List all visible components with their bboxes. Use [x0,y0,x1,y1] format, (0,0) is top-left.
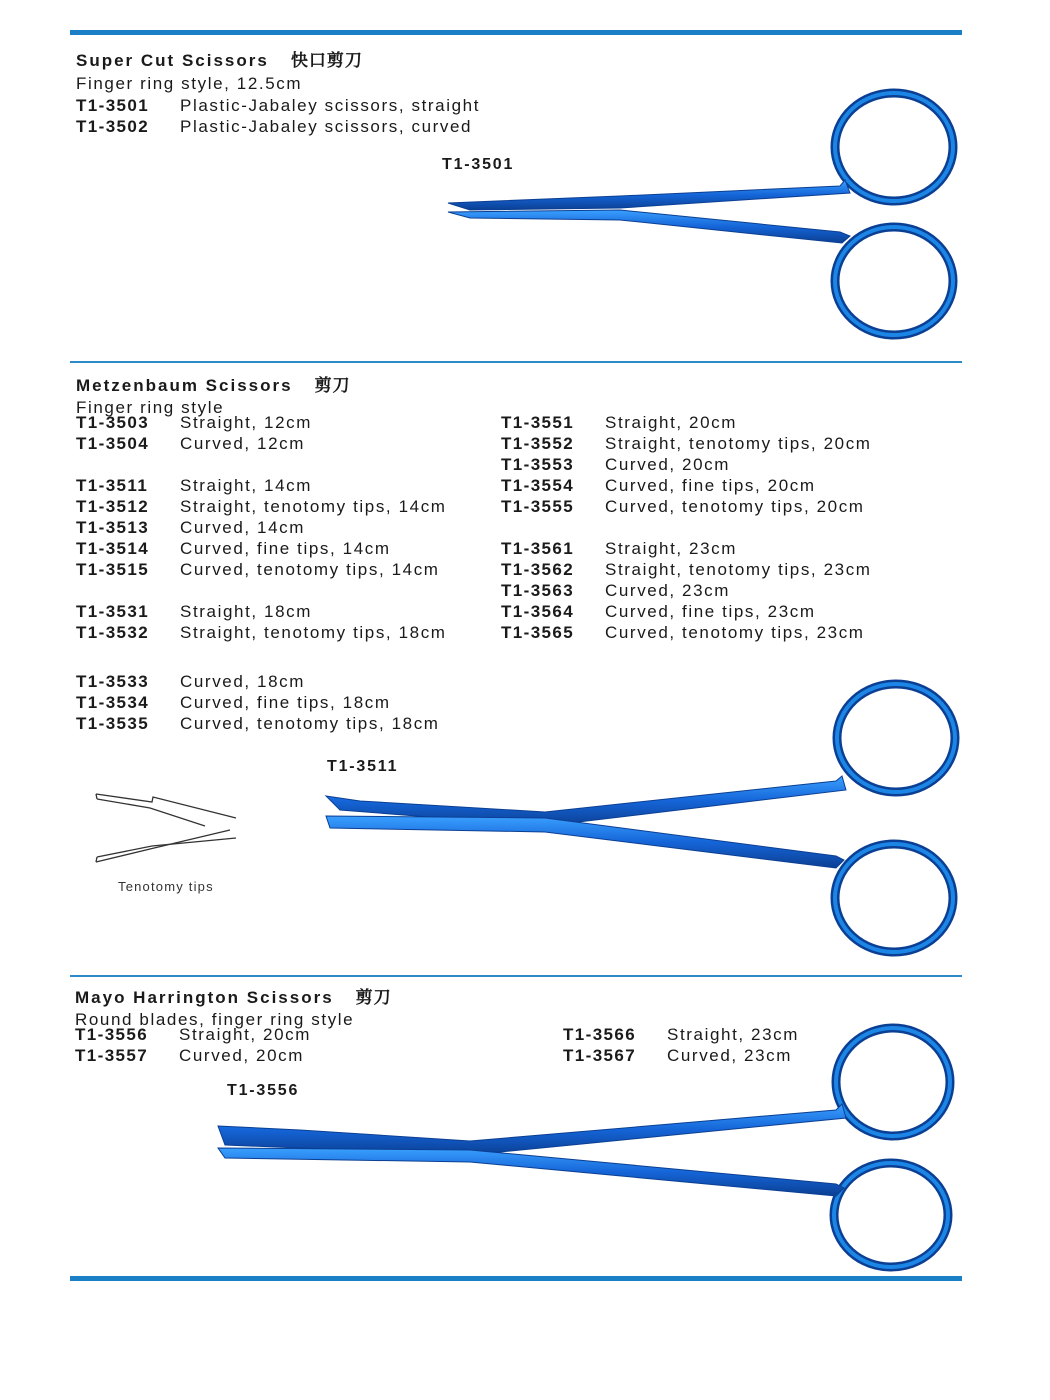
item-desc: Straight, 23cm [605,539,738,558]
item-row [76,517,305,538]
item-desc: Curved, tenotomy tips, 20cm [605,497,865,516]
item-code: T1-3552 [501,434,575,453]
item-row [501,454,730,475]
item-code: T1-3504 [76,434,150,453]
top-rule [70,30,962,35]
item-row [501,559,872,580]
item-code: T1-3554 [501,476,575,495]
item-code: T1-3503 [76,413,150,432]
item-code: T1-3564 [501,602,575,621]
section-mayo-harrington [75,983,392,1030]
item-row [76,713,440,734]
item-code: T1-3514 [76,539,150,558]
item-desc: Curved, tenotomy tips, 14cm [180,560,440,579]
item-desc: Plastic-Jabaley scissors, curved [180,117,473,136]
item-code: T1-3551 [501,413,575,432]
item-row [76,412,312,433]
item-code: T1-3515 [76,560,150,579]
section-divider-2 [70,975,962,977]
item-row [563,1024,799,1045]
title-en: Metzenbaum Scissors [76,376,293,395]
section-subtitle: Finger ring style, 12.5cm [76,74,303,93]
item-code: T1-3535 [76,714,150,733]
item-code: T1-3513 [76,518,150,537]
section-divider-1 [70,361,962,363]
item-desc: Straight, tenotomy tips, 14cm [180,497,447,516]
item-desc: Straight, 23cm [667,1025,800,1044]
item-code: T1-3556 [75,1025,149,1044]
item-desc: Straight, tenotomy tips, 18cm [180,623,447,642]
item-desc: Straight, 18cm [180,602,313,621]
item-desc: Curved, tenotomy tips, 23cm [605,623,865,642]
item-desc: Curved, 14cm [180,518,306,537]
item-code: T1-3501 [76,96,150,115]
item-code: T1-3557 [75,1046,149,1065]
item-code: T1-3512 [76,497,150,516]
item-row [76,538,391,559]
item-code: T1-3502 [76,117,150,136]
item-code: T1-3565 [501,623,575,642]
item-row [501,496,865,517]
item-desc: Curved, 23cm [605,581,731,600]
figure-label: T1-3511 [327,758,399,775]
item-row [501,601,816,622]
item-desc: Curved, fine tips, 18cm [180,693,391,712]
item-code: T1-3563 [501,581,575,600]
item-code: T1-3567 [563,1046,637,1065]
item-row [563,1045,792,1066]
item-row [501,538,737,559]
item-code: T1-3511 [76,476,149,495]
title-cn: 剪刀 [355,988,392,1007]
item-row [75,1045,304,1066]
title-en: Mayo Harrington Scissors [75,988,334,1007]
item-code: T1-3532 [76,623,150,642]
section-subtitle: Finger ring style [76,398,225,417]
item-code: T1-3533 [76,672,150,691]
item-desc: Straight, tenotomy tips, 23cm [605,560,872,579]
item-row [76,671,305,692]
item-row [76,116,472,137]
item-desc: Curved, 18cm [180,672,306,691]
item-code: T1-3566 [563,1025,637,1044]
tenotomy-tips-caption: Tenotomy tips [118,879,214,894]
item-code: T1-3561 [501,539,575,558]
item-row [75,1024,311,1045]
item-desc: Curved, 12cm [180,434,306,453]
title-en: Super Cut Scissors [76,51,269,70]
item-row [76,622,447,643]
item-row [76,496,447,517]
item-desc: Curved, 20cm [179,1046,305,1065]
item-row [501,622,865,643]
figure-label: T1-3501 [442,156,515,173]
item-row [501,433,872,454]
item-row [76,95,480,116]
item-desc: Straight, 12cm [180,413,313,432]
figure-label: T1-3556 [227,1082,300,1099]
item-desc: Curved, fine tips, 23cm [605,602,816,621]
item-desc: Straight, 14cm [180,476,313,495]
item-desc: Curved, tenotomy tips, 18cm [180,714,440,733]
item-code: T1-3555 [501,497,575,516]
title-cn: 剪刀 [314,376,351,395]
item-code: T1-3531 [76,602,150,621]
item-desc: Curved, fine tips, 14cm [180,539,391,558]
section-super-cut [76,46,363,94]
item-desc: Plastic-Jabaley scissors, straight [180,96,481,115]
item-desc: Curved, fine tips, 20cm [605,476,816,495]
item-row [76,559,440,580]
item-desc: Straight, tenotomy tips, 20cm [605,434,872,453]
section-subtitle: Round blades, finger ring style [75,1010,355,1029]
item-desc: Curved, 20cm [605,455,731,474]
item-row [76,692,391,713]
section-title [75,983,392,1008]
item-row [501,412,737,433]
item-desc: Curved, 23cm [667,1046,793,1065]
item-code: T1-3562 [501,560,575,579]
section-title [76,371,351,396]
section-title [76,46,363,71]
item-desc: Straight, 20cm [605,413,738,432]
item-code: T1-3553 [501,455,575,474]
title-cn: 快口剪刀 [290,51,363,70]
item-row [501,475,816,496]
item-row [76,433,305,454]
bottom-rule [70,1276,962,1281]
item-row [501,580,730,601]
item-row [76,475,312,496]
section-metzenbaum [76,371,351,418]
item-row [76,601,312,622]
item-desc: Straight, 20cm [179,1025,312,1044]
item-code: T1-3534 [76,693,150,712]
